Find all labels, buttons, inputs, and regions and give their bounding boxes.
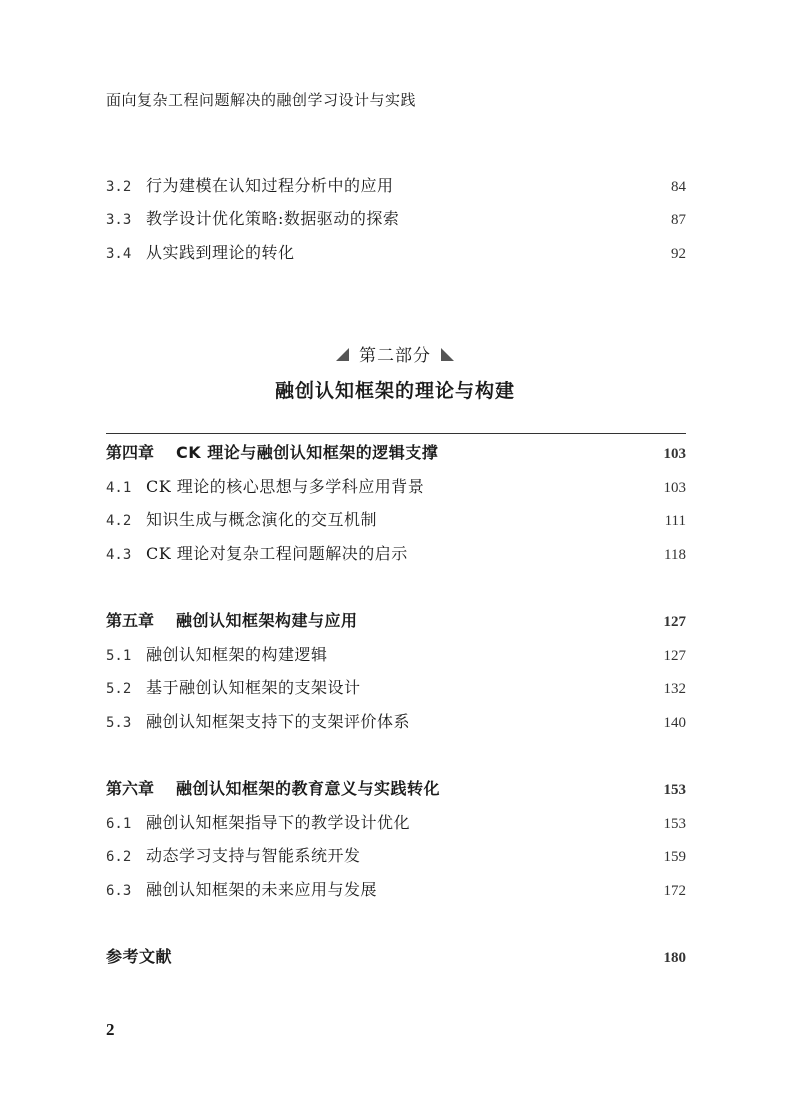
- toc-entry-4-3[interactable]: [106, 544, 686, 565]
- section-page: 132: [663, 681, 686, 697]
- toc-entry-3-4[interactable]: [106, 243, 686, 264]
- section-title: 融创认知框架指导下的教学设计优化: [146, 813, 411, 832]
- toc-entry-6-3[interactable]: [106, 880, 686, 901]
- section-title: 融创认知框架支持下的支架评价体系: [146, 712, 411, 731]
- toc-entry-6-1[interactable]: [106, 813, 686, 834]
- section-number: 5.1: [106, 648, 132, 664]
- section-page: 172: [663, 883, 686, 899]
- section-number: 5.3: [106, 715, 132, 731]
- section-page: 111: [664, 513, 686, 529]
- section-title: 教学设计优化策略:数据驱动的探索: [146, 209, 400, 228]
- section-title: 从实践到理论的转化: [146, 243, 295, 262]
- section-number: 5.2: [106, 681, 132, 697]
- references-page: 180: [663, 950, 686, 966]
- toc-references[interactable]: [106, 947, 686, 968]
- section-number: 3.3: [106, 212, 132, 228]
- section-page: 103: [663, 480, 686, 496]
- section-page: 84: [671, 179, 686, 195]
- chapter-title: 融创认知框架的教育意义与实践转化: [176, 779, 441, 798]
- section-number: 3.2: [106, 179, 132, 195]
- section-title: 融创认知框架的未来应用与发展: [146, 880, 378, 899]
- section-title: 基于融创认知框架的支架设计: [146, 678, 361, 697]
- part-title: 融创认知框架的理论与构建: [274, 380, 515, 402]
- section-title: 知识生成与概念演化的交互机制: [146, 510, 378, 529]
- section-page: 118: [664, 547, 686, 563]
- section-title: CK 理论对复杂工程问题解决的启示: [146, 544, 408, 563]
- section-page: 140: [663, 715, 686, 731]
- section-page: 127: [663, 648, 686, 664]
- toc-chapter-5[interactable]: [106, 611, 686, 632]
- toc-chapter-4[interactable]: [106, 443, 686, 464]
- divider: [106, 433, 686, 434]
- toc-entry-4-1[interactable]: [106, 477, 686, 498]
- toc-chapter-6[interactable]: [106, 779, 686, 800]
- section-number: 4.2: [106, 513, 132, 529]
- section-number: 4.1: [106, 480, 132, 496]
- toc-entry-5-3[interactable]: [106, 712, 686, 733]
- section-title: 融创认知框架的构建逻辑: [146, 645, 328, 664]
- part-label-text: 第二部分: [359, 346, 431, 366]
- running-header: 面向复杂工程问题解决的融创学习设计与实践: [106, 91, 417, 109]
- chapter-page: 103: [663, 446, 686, 462]
- section-title: 行为建模在认知过程分析中的应用: [146, 176, 394, 195]
- section-title: 动态学习支持与智能系统开发: [146, 846, 361, 865]
- section-page: 87: [671, 212, 686, 228]
- section-number: 4.3: [106, 547, 132, 563]
- section-number: 6.1: [106, 816, 132, 832]
- section-number: 6.2: [106, 849, 132, 865]
- toc-entry-3-2[interactable]: [106, 176, 686, 197]
- section-number: 6.3: [106, 883, 132, 899]
- toc-entry-4-2[interactable]: [106, 510, 686, 531]
- triangle-left-icon: [336, 348, 349, 361]
- chapter-label: 第六章: [106, 779, 155, 798]
- chapter-page: 153: [663, 782, 686, 798]
- section-title: CK 理论的核心思想与多学科应用背景: [146, 477, 425, 496]
- chapter-label: 第四章: [106, 443, 155, 462]
- part-label: [0, 341, 790, 366]
- section-page: 92: [671, 246, 686, 262]
- section-number: 3.4: [106, 246, 132, 262]
- chapter-title: CK 理论与融创认知框架的逻辑支撑: [176, 443, 439, 462]
- chapter-page: 127: [663, 614, 686, 630]
- chapter-title: 融创认知框架构建与应用: [176, 611, 358, 630]
- toc-entry-6-2[interactable]: [106, 846, 686, 867]
- section-page: 159: [663, 849, 686, 865]
- page-number: 2: [106, 1020, 115, 1039]
- section-page: 153: [663, 816, 686, 832]
- toc-entry-3-3[interactable]: [106, 209, 686, 230]
- triangle-right-icon: [441, 348, 454, 361]
- references-title: 参考文献: [106, 947, 173, 966]
- chapter-label: 第五章: [106, 611, 155, 630]
- toc-entry-5-1[interactable]: [106, 645, 686, 666]
- toc-entry-5-2[interactable]: [106, 678, 686, 699]
